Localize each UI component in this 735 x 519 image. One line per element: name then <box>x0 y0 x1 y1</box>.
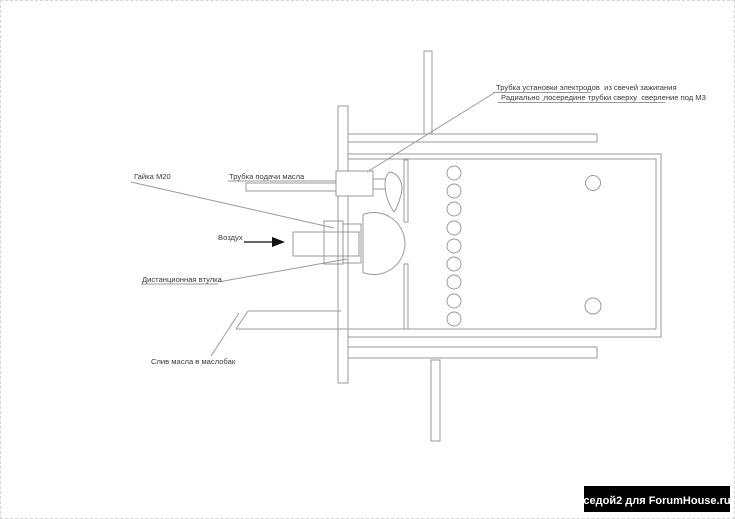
chamber-hole-top-right <box>586 176 601 191</box>
electrode-tube-fitting <box>336 171 373 196</box>
air-hole <box>447 184 461 198</box>
label-radial-drill: Радиально ,посередине трубки сверху сверление под М3 <box>501 93 706 102</box>
chamber-hole-bottom-right <box>585 298 601 314</box>
bushing-leader-line <box>218 259 347 282</box>
air-hole <box>447 294 461 308</box>
nozzle-dome <box>363 213 405 275</box>
drain-leader-line <box>211 313 239 356</box>
label-air: Воздух <box>218 233 243 242</box>
air-hole <box>447 239 461 253</box>
arrow-head <box>272 237 285 247</box>
air-hole-column <box>447 166 461 326</box>
watermark-text: седой2 для ForumHouse.ru <box>583 495 731 507</box>
label-oil-tube: Трубка подачи масла <box>229 172 305 181</box>
oil-feed-tube <box>246 183 338 191</box>
air-hole <box>447 221 461 235</box>
drain-end-slant <box>236 311 248 329</box>
baffle-upper-segment <box>404 160 408 222</box>
air-hole <box>447 312 461 326</box>
label-oil-drain: Слив масла в маслобак <box>151 357 236 366</box>
air-hole <box>447 275 461 289</box>
bottom-vertical-pipe <box>431 360 440 441</box>
baffle-lower-segment <box>404 264 408 329</box>
nut-leader-line <box>131 182 334 228</box>
air-hole <box>447 166 461 180</box>
label-nut: Гайка М20 <box>134 172 171 181</box>
watermark <box>583 486 730 512</box>
burner-drawing <box>1 1 735 519</box>
air-hole <box>447 257 461 271</box>
label-electrode-tube: Трубка установки электродов из свечей зажигания <box>496 83 677 92</box>
oil-elbow <box>385 172 402 212</box>
oil-drain-channel <box>236 311 341 329</box>
air-flow-arrow <box>244 237 285 247</box>
air-tube <box>293 232 359 256</box>
top-vertical-pipe <box>424 51 432 134</box>
label-spacer-bushing: Дистанционная втулка <box>142 275 222 284</box>
air-hole <box>447 202 461 216</box>
